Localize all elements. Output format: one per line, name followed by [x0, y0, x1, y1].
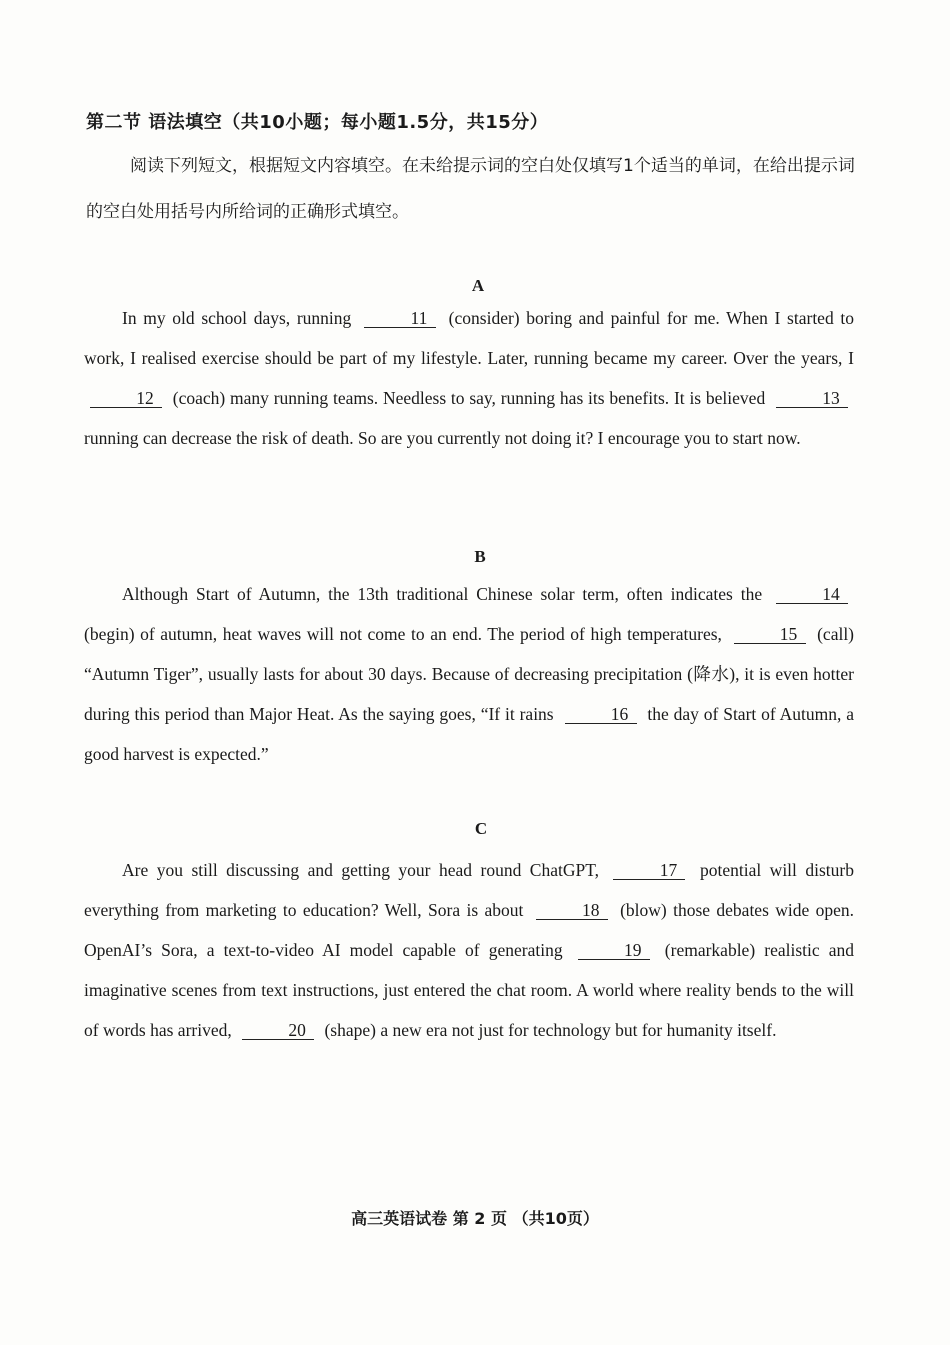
blank-20[interactable]: 20	[242, 1021, 314, 1040]
passage-c	[84, 850, 854, 1050]
passage-text-run: In my old school days, running	[122, 308, 352, 328]
blank-19[interactable]: 19	[578, 941, 650, 960]
passage-text-run: (call) “Autumn Tiger”, usually lasts for about 30 days. Because of decreasing precipitation (降水), it is even hotter during this period than Major Heat. As the saying goes, “If it rains	[84, 624, 855, 724]
passage-a-text	[84, 298, 854, 458]
page-footer: 高三英语试卷 第 2 页 （共10页）	[351, 1209, 599, 1228]
passage-text-run: (begin) of autumn, heat waves will not come to an end. The period of high temperatures,	[84, 624, 722, 644]
passage-text-run: running can decrease the risk of death. So are you currently not doing it? I encourage you to start now.	[84, 428, 801, 448]
passage-text-run: (blow) those debates wide open. OpenAI’s Sora, a text-to-video AI model capable of generating	[84, 900, 855, 960]
passage-text-run: (consider) boring and painful for me. When I started to work, I realised exercise should be part of my lifestyle. Later, running became my career. Over the years, I	[84, 308, 854, 368]
passage-text-run: (remarkable) realistic and imaginative scenes from text instructions, just entered the chat room. A world where reality bends to the will of words has arrived,	[84, 940, 855, 1040]
blank-13[interactable]: 13	[776, 389, 848, 408]
instructions: 阅读下列短文，根据短文内容填空。在未给提示词的空白处仅填写1个适当的单词，在给出提示词的空白处用括号内所给词的正确形式填空。	[86, 156, 855, 222]
passage-a	[84, 298, 854, 458]
passage-c-text	[84, 850, 854, 1050]
section-title: 第二节 语法填空（共10小题；每小题1.5分，共15分）	[86, 112, 549, 133]
passage-b-label: B	[474, 547, 486, 566]
blank-11[interactable]: 11	[364, 309, 436, 328]
passage-a-label: A	[471, 276, 485, 295]
blank-12[interactable]: 12	[90, 389, 162, 408]
passage-text-run: Are you still discussing and getting your head round ChatGPT,	[122, 860, 599, 880]
passage-c-label: C	[474, 819, 488, 838]
passage-text-run: (coach) many running teams. Needless to say, running has its benefits. It is believed	[172, 388, 766, 408]
blank-16[interactable]: 16	[565, 705, 637, 724]
passage-text-run: Although Start of Autumn, the 13th traditional Chinese solar term, often indicates the	[122, 584, 763, 604]
blank-18[interactable]: 18	[536, 901, 608, 920]
passage-b-text	[84, 574, 854, 774]
passage-text-run: potential will disturb everything from marketing to education? Well, Sora is about	[84, 860, 854, 920]
blank-15[interactable]: 15	[734, 625, 806, 644]
blank-17[interactable]: 17	[613, 861, 685, 880]
blank-14[interactable]: 14	[776, 585, 848, 604]
passage-b	[84, 574, 854, 774]
passage-text-run: (shape) a new era not just for technology but for humanity itself.	[324, 1020, 777, 1040]
passage-text-run: the day of Start of Autumn, a good harvest is expected.”	[84, 704, 854, 764]
